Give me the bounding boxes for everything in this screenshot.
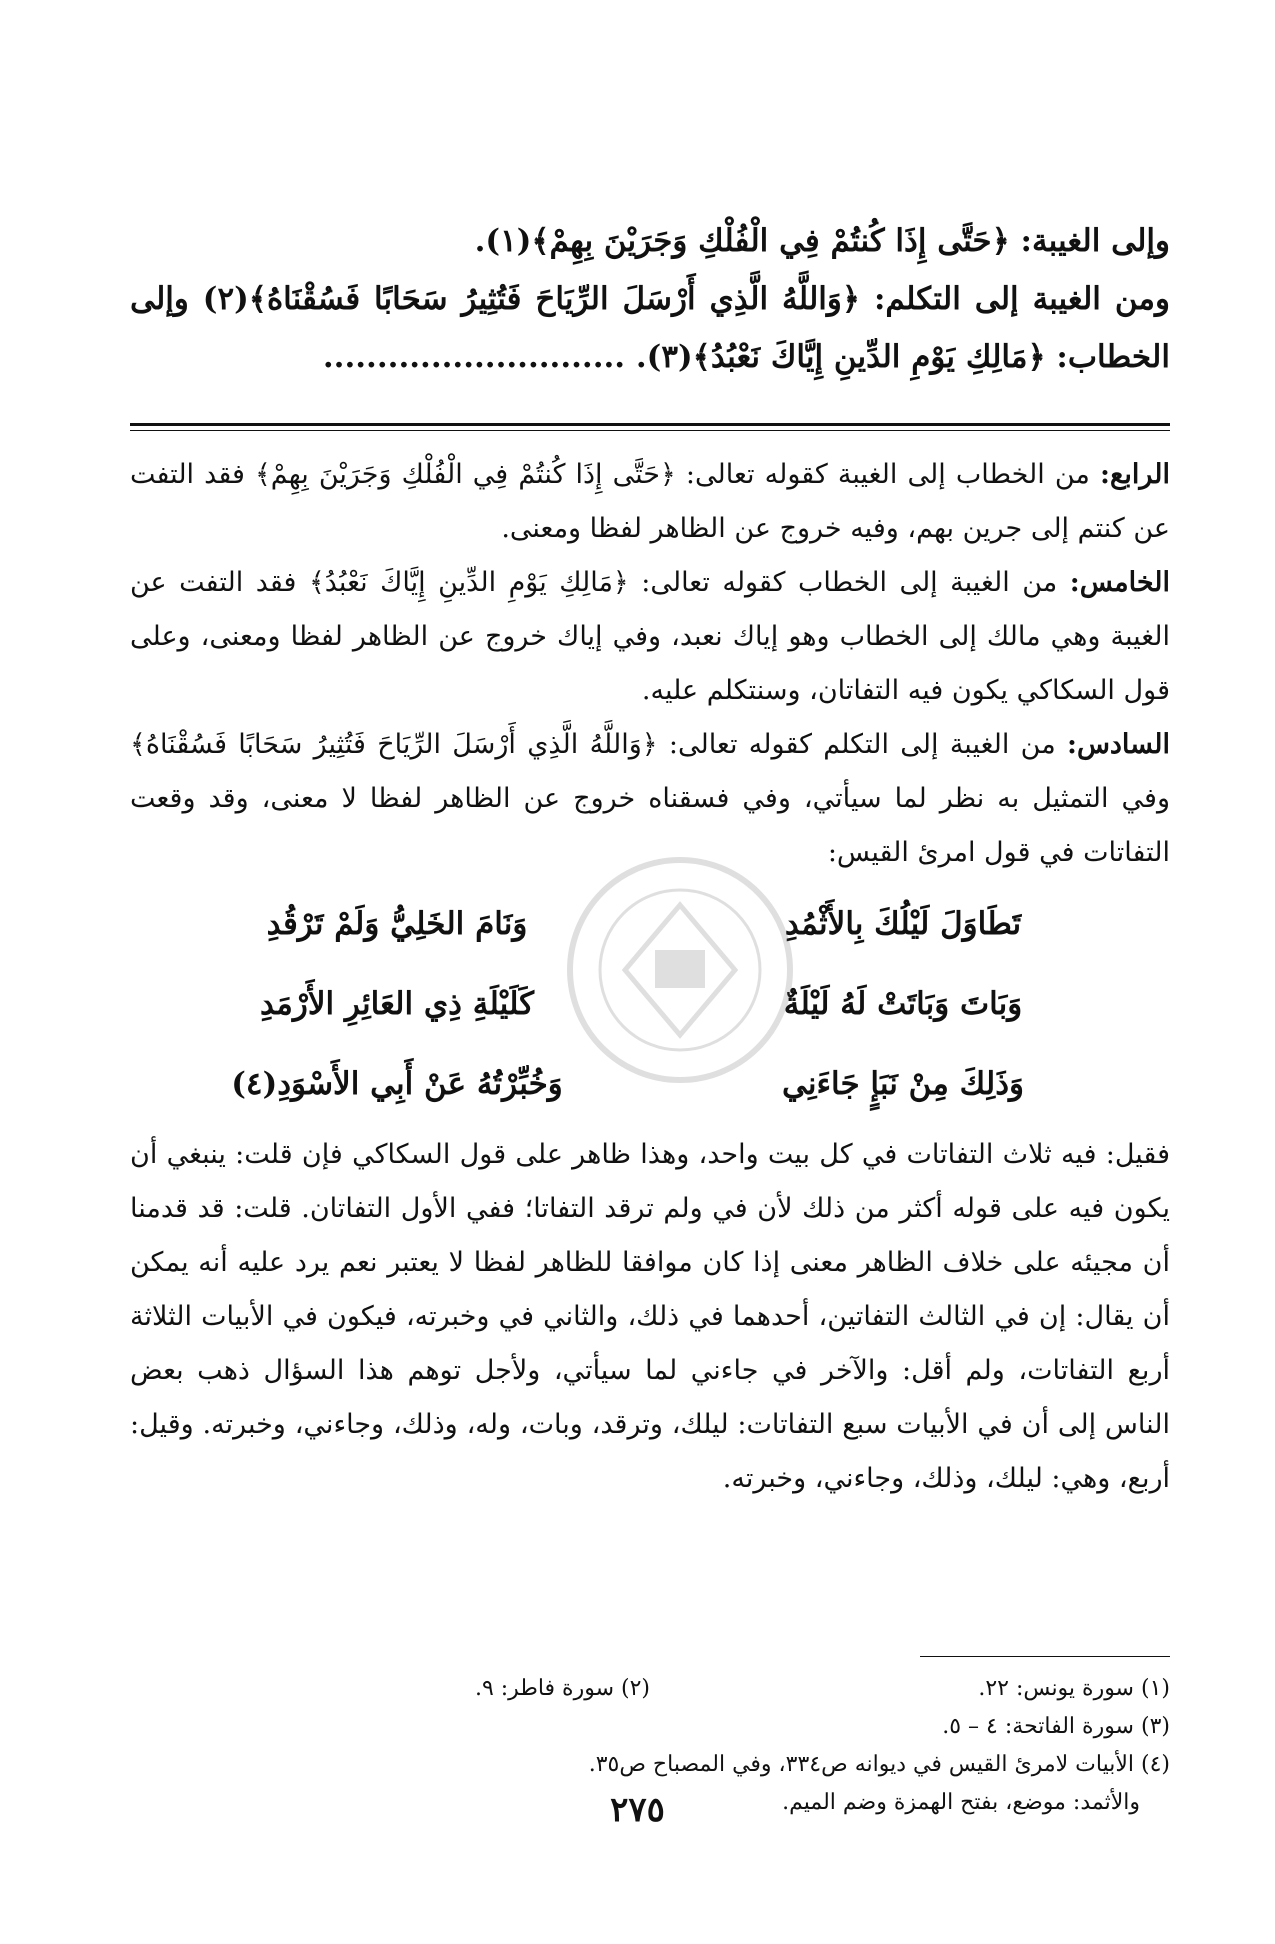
library-seal-icon (560, 850, 800, 1090)
main-text-line-2: ومن الغيبة إلى التكلم: ﴿وَاللَّهُ الَّذِي أَرْسَلَ الرِّيَاحَ فَتُثِيرُ سَحَابًا فَسُقْنَاهُ﴾(٢) وإلى الخطاب: ﴿مَالِكِ يَوْمِ الدِّينِ إِيَّاكَ نَعْبُدُ﴾(٣). ............................ (130, 281, 1170, 375)
para-lead: الرابع: (1100, 459, 1170, 490)
footnote-4-note: والأثمد: موضع، بفتح الهمزة وضم الميم. (782, 1790, 1140, 1815)
commentary-para-4th (130, 448, 1170, 556)
main-text-line-1: وإلى الغيبة: ﴿حَتَّى إِذَا كُنتُمْ فِي الْفُلْكِ وَجَرَيْنَ بِهِمْ﴾(١). (474, 223, 1170, 259)
hemistich-second: وَخُبِّرْتُهُ عَنْ أَبِي الأَسْوَدِ(٤) (231, 1066, 563, 1102)
commentary-para-discussion: فقيل: فيه ثلاث التفاتات في كل بيت واحد، وهذا ظاهر على قول السكاكي فإن قلت: ينبغي أن يكون فيه على قوله أكثر من ذلك لأن في ولم ترقد التفاتا؛ ففي الأول التفاتان. قلت: قد قدمنا أن مجيئه على خلاف الظاهر معنى إذا كان موافقا للظاهر لفظا لا يعتبر نعم يرد عليه أنه يمكن أن يقال: إن في الثالث التفاتين، أحدهما في ذلك، والثاني في وخبرته، فيكون في الأبيات الثلاثة أربع التفاتات، ولم أقل: والآخر في جاءني لما سيأتي، ولأجل توهم هذا السؤال ذهب بعض الناس إلى أن في الأبيات سبع التفاتات: ليلك، وترقد، وبات، وله، وذلك، وجاءني، وخبرته. وقيل: أربع، وهي: ليلك، وذلك، وجاءني، وخبرته. (130, 1139, 1170, 1494)
hemistich-first: وَذَلِكَ مِنْ نَبَإٍ جَاءَنِي (781, 1066, 1024, 1102)
para-text: من الغيبة إلى الخطاب كقوله تعالى: ﴿مَالِكِ يَوْمِ الدِّينِ إِيَّاكَ نَعْبُدُ﴾ فقد التفت عن الغيبة وهي مالك إلى الخطاب وهو إياك نعبد، وفي إياك خروج عن الظاهر لفظا ومعنى، وعلى قول السكاكي يكون فيه التفاتان، وسنتكلم عليه. (130, 567, 1170, 706)
para-text: من الخطاب إلى الغيبة كقوله تعالى: ﴿حَتَّى إِذَا كُنتُمْ فِي الْفُلْكِ وَجَرَيْنَ بِهِمْ﴾ فقد التفت عن كنتم إلى جرين بهم، وفيه خروج عن الظاهر لفظا ومعنى. (130, 459, 1170, 544)
main-text (130, 212, 1170, 386)
hemistich-second: كَلَيْلَةِ ذِي العَائِرِ الأَرْمَدِ (259, 986, 535, 1022)
para-lead: الخامس: (1069, 567, 1170, 598)
footnote-2: (٢) سورة فاطر: ٩. (474, 1676, 650, 1701)
hemistich-first: تَطَاوَلَ لَيْلُكَ بِالأَثْمُدِ (784, 906, 1022, 942)
commentary-para-5th (130, 556, 1170, 718)
page-number: ٢٧٥ (610, 1790, 665, 1830)
para-text: من الغيبة إلى التكلم كقوله تعالى: ﴿وَاللَّهُ الَّذِي أَرْسَلَ الرِّيَاحَ فَتُثِيرُ سَحَابًا فَسُقْنَاهُ﴾ وفي التمثيل به نظر لما سيأتي، وفي فسقناه خروج عن الظاهر لفظا لا معنى، وقد وقعت التفاتات في قول امرئ القيس: (130, 729, 1170, 868)
footnote-divider (920, 1656, 1170, 1657)
hemistich-first: وَبَاتَ وَبَاتَتْ لَهُ لَيْلَةٌ (783, 986, 1023, 1022)
hemistich-second: وَنَامَ الخَلِيُّ وَلَمْ تَرْقُدِ (266, 906, 528, 942)
footnote-3: (٣) سورة الفاتحة: ٤ – ٥. (942, 1714, 1170, 1739)
footnote-1: (١) سورة يونس: ٢٢. (978, 1676, 1170, 1701)
footnote-4: (٤) الأبيات لامرئ القيس في ديوانه ص٣٣٤، وفي المصباح ص٣٥. (588, 1752, 1170, 1777)
divider-thick (130, 423, 1170, 426)
divider-thin (130, 430, 1170, 431)
footnote-row (130, 1670, 1170, 1708)
para-lead: السادس: (1066, 729, 1170, 760)
